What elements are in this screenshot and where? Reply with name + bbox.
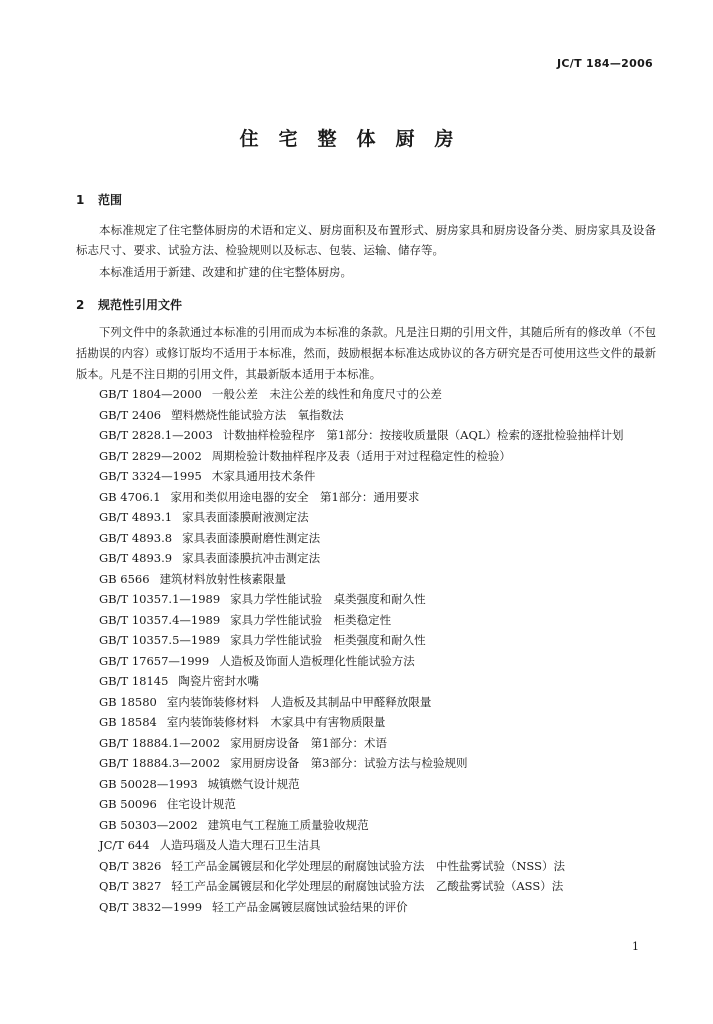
reference-item: GB/T 2828.1—2003 计数抽样检验程序 第1部分：按接收质量限（AQL）检索的逐批检验抽样计划 <box>99 428 624 442</box>
reference-item: JC/T 644 人造玛瑙及人造大理石卫生洁具 <box>99 838 321 852</box>
standard-code: JC/T 184—2006 <box>557 57 653 70</box>
reference-item: GB/T 10357.5—1989 家具力学性能试验 柜类强度和耐久性 <box>99 633 426 647</box>
reference-item: GB/T 4893.1 家具表面漆膜耐液测定法 <box>99 510 309 524</box>
reference-item: GB/T 4893.9 家具表面漆膜抗冲击测定法 <box>99 551 321 565</box>
reference-item: GB/T 17657—1999 人造板及饰面人造板理化性能试验方法 <box>99 653 415 668</box>
section-number: 1 <box>76 193 85 207</box>
reference-item: GB/T 2406 塑料燃烧性能试验方法 氧指数法 <box>99 407 344 422</box>
reference-item: QB/T 3832—1999 轻工产品金属镀层腐蚀试验结果的评价 <box>99 899 408 914</box>
page-number: 1 <box>632 940 639 953</box>
reference-item: GB/T 4893.8 家具表面漆膜耐磨性测定法 <box>99 530 321 545</box>
section-number: 2 <box>76 298 85 312</box>
reference-item: GB 50028—1993 城镇燃气设计规范 <box>99 776 300 791</box>
section-title: 规范性引用文件 <box>98 298 183 312</box>
page-title: 住宅整体厨房 <box>239 128 474 150</box>
reference-item: GB 50303—2002 建筑电气工程施工质量验收规范 <box>99 817 369 832</box>
section-1-heading <box>76 191 122 208</box>
scope-paragraph-1: 本标准规定了住宅整体厨房的术语和定义、厨房面积及布置形式、厨房家具和厨房设备分类、厨房家具及设备标志尺寸、要求、试验方法、检验规则以及标志、包装、运输、储存等。 <box>76 223 656 257</box>
reference-item: QB/T 3826 轻工产品金属镀层和化学处理层的耐腐蚀试验方法 中性盐雾试验（NSS）法 <box>99 858 565 873</box>
references-intro: 下列文件中的条款通过本标准的引用而成为本标准的条款。凡是注日期的引用文件，其随后所有的修改单（不包括勘误的内容）或修订版均不适用于本标准，然而，鼓励根据本标准达成协议的各方研究是否可使用这些文件的最新版本。凡是不注日期的引用文件，其最新版本适用于本标准。 <box>76 326 656 381</box>
reference-item: GB/T 18884.3—2002 家用厨房设备 第3部分：试验方法与检验规则 <box>99 756 468 770</box>
reference-item: GB/T 1804—2000 一般公差 未注公差的线性和角度尺寸的公差 <box>99 387 442 401</box>
reference-item: GB/T 2829—2002 周期检验计数抽样程序及表（适用于对过程稳定性的检验） <box>99 448 511 463</box>
reference-item: GB 6566 建筑材料放射性核素限量 <box>99 571 287 586</box>
reference-item: GB 4706.1 家用和类似用途电器的安全 第1部分：通用要求 <box>99 489 420 504</box>
reference-list <box>76 384 666 917</box>
reference-item: QB/T 3827 轻工产品金属镀层和化学处理层的耐腐蚀试验方法 乙酸盐雾试验（ASS）法 <box>99 879 564 893</box>
reference-item: GB/T 18884.1—2002 家用厨房设备 第1部分：术语 <box>99 735 387 750</box>
reference-item: GB/T 3324—1995 木家具通用技术条件 <box>99 469 316 483</box>
scope-paragraph-2: 本标准适用于新建、改建和扩建的住宅整体厨房。 <box>99 265 352 279</box>
reference-item: GB 18584 室内装饰装修材料 木家具中有害物质限量 <box>99 715 386 729</box>
section-title: 范围 <box>98 193 123 207</box>
reference-item: GB/T 10357.4—1989 家具力学性能试验 柜类稳定性 <box>99 612 392 627</box>
reference-item: GB/T 10357.1—1989 家具力学性能试验 桌类强度和耐久性 <box>99 592 426 606</box>
section-2-heading <box>76 296 182 313</box>
reference-item: GB 50096 住宅设计规范 <box>99 797 236 811</box>
reference-item: GB 18580 室内装饰装修材料 人造板及其制品中甲醛释放限量 <box>99 694 432 709</box>
reference-item: GB/T 18145 陶瓷片密封水嘴 <box>99 674 259 688</box>
